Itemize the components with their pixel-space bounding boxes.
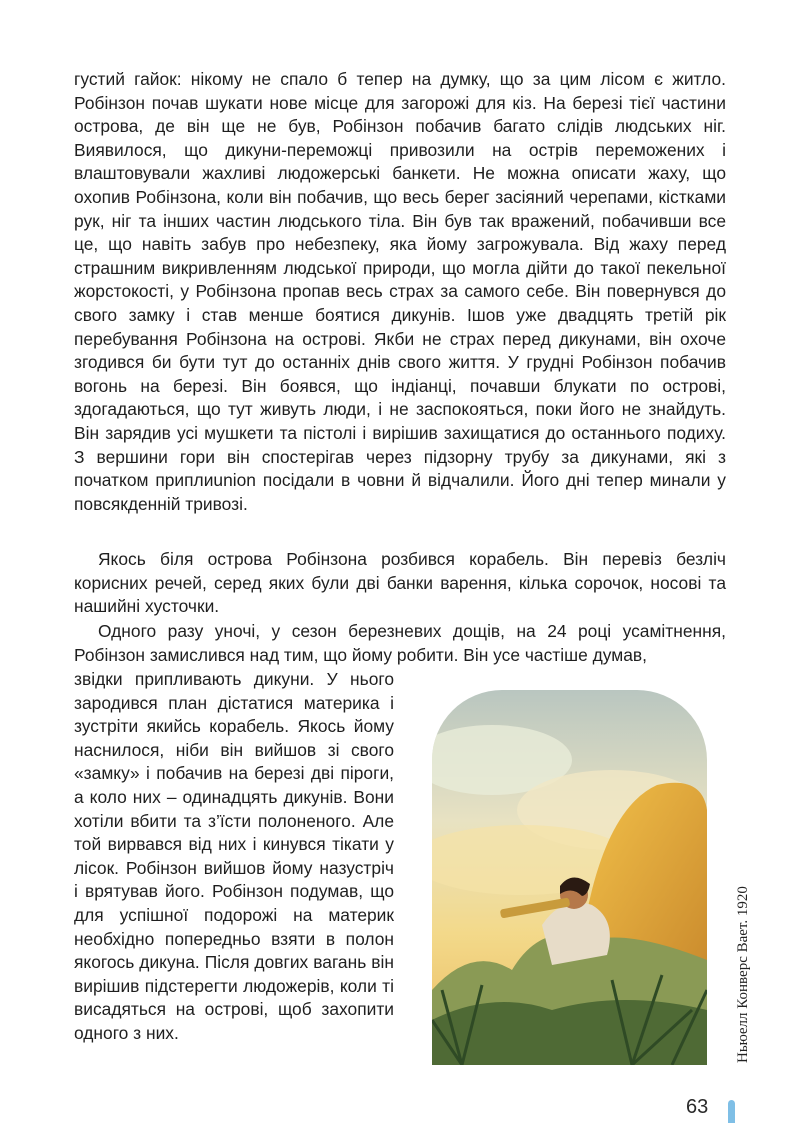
paragraph-3: Одного разу уночі, у сезон березневих дощів, на 24 році усамітнення, Робінзон замислився над тим, що йому робити. Він усе частіше думав,	[74, 621, 726, 665]
illustration-caption: Ньюелл Конверс Вает. 1920	[735, 886, 751, 1063]
paragraph-2: Якось біля острова Робінзона розбився корабель. Він перевіз безліч корисних речей, серед яких були дві банки варення, кілька сорочок, носові та нашийні хусточки.	[74, 549, 726, 617]
page-marker-tab	[728, 1100, 735, 1123]
paragraph-4: звідки припливають дикуни. У нього зародився план дістатися материка і зустріти якийсь корабель. Якось йому наснилося, ніби він вийшов зі свого «замку» і побачив на березі дві піроги, а коло них – одинадцять дикунів. Вони хотіли вбити та з’їсти полоненого. Але той вирвався від них і кинувся тікати у лісок. Робінзон вийшов йому назустріч і врятував його. Робінзон подумав, що для успішної подорожі на материк необхідно попередньо взяти в полон якогось дикуна. Після довгих вагань він вирішив підстерегти людожерів, коли ті висадяться на острові, щоб захопити одного з них.	[74, 669, 394, 1043]
illustration-robinson-with-telescope	[432, 690, 707, 1065]
page-number: 63	[686, 1096, 709, 1118]
paragraph-1: густий гайок: нікому не спало б тепер на думку, що за цим лісом є житло. Робінзон почав шукати нове місце для загорожі для кіз. На березі тієї частини острова, де він ще не був, Робінзон побачив багато слідів людських ніг. Виявилося, що дикуни-переможці привозили на острів переможених і влаштовували жахливі людожерські банкети. Не можна описати жаху, що охопив Робінзона, коли він побачив, що весь берег засіяний черепами, кістками рук, ніг та інших частин людського тіла. Він був так вражений, побачивши все це, що навіть забув про небезпеку, яка йому загрожувала. Від жаху перед страшним викривленням людської природи, що могла дійти до такої пекельної жорстокості, у Робінзона пропав весь страх за самого себе. Він повернувся до свого замку і став менше боятися дикунів. Ішов уже двадцять третій рік перебування Робінзона на острові. Якби не страх перед дикунами, він охоче згодився би бути тут до останніх днів свого життя. У грудні Робінзон побачив вогонь на березі. Він боявся, що індіанці, почавши блукати по острові, здогадаються, що тут живуть люди, і не заспокояться, поки його не знайдуть. Він зарядив усі мушкети та пістолі і вирішив захищатися до останнього подиху. З вершини гори він спостерігав через підзорну трубу за дикунами, які з початком приплиunion посідали в човни й відчалили. Його дні тепер минали у повсякденній тривозі.	[74, 69, 726, 514]
